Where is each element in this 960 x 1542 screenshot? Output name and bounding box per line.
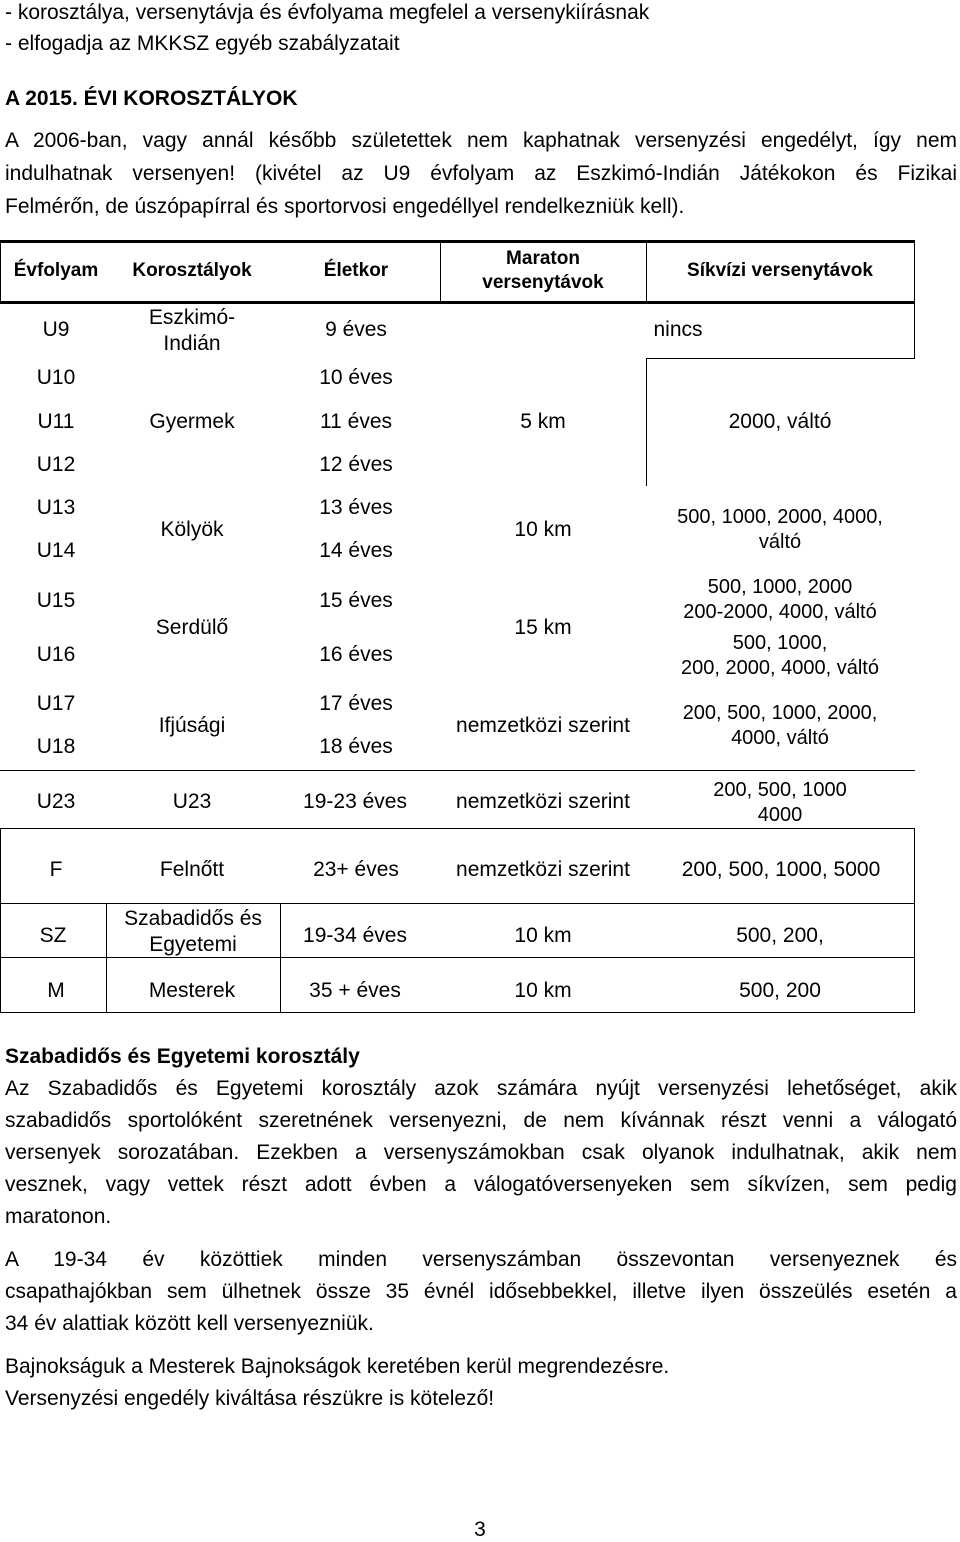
header-sikvizi: Síkvízi versenytávok [687,260,873,282]
korosztaly-cell: U23 [172,789,212,813]
header-maraton: Maraton versenytávok [482,248,604,293]
section-heading: Szabadidős és Egyetemi korosztály [5,1045,360,1068]
evfolyam-cell: U10 [36,365,76,389]
section-heading: A 2015. ÉVI KOROSZTÁLYOK [5,87,298,110]
maraton-cell: nemzetközi szerint [456,713,630,737]
evfolyam-cell: U17 [36,691,76,715]
paragraph-line: Felmérőn, de úszópapírral és sportorvosi engedéllyel rendelkezniük kell). [5,195,685,218]
bullet-item: - elfogadja az MKKSZ egyéb szabályzatait [5,32,400,55]
maraton-cell: nemzetközi szerint [456,789,630,813]
eletkor-cell: 18 éves [319,734,393,758]
sikvizi-cell: 500, 200 [739,978,821,1002]
eletkor-cell: 35 + éves [309,978,401,1002]
korosztaly-cell: Mesterek [148,978,236,1002]
sikvizi-cell: 500, 200, [736,923,824,947]
evfolyam-cell: U16 [36,642,76,666]
eletkor-cell: 15 éves [319,588,393,612]
evfolyam-cell: SZ [39,923,67,947]
eletkor-cell: 14 éves [319,538,393,562]
sikvizi-cell: 500, 1000, 200, 2000, 4000, váltó [681,632,879,679]
sikvizi-cell: 200, 500, 1000 4000 [713,779,847,826]
eletkor-cell: 23+ éves [313,857,399,881]
maraton-cell: 10 km [514,517,572,541]
paragraph-line: Az Szabadidős és Egyetemi korosztály azok számára nyújt versenyzési lehetőséget, akik [5,1077,957,1100]
sikvizi-cell: 200, 500, 1000, 5000 [681,857,881,881]
evfolyam-cell: U11 [37,409,75,433]
bullet-item: - korosztálya, versenytávja és évfolyama megfelel a versenykiírásnak [5,1,650,24]
paragraph-line: vesznek, vagy vettek részt adott évben a válogatóversenyeken sem síkvízen, sem pedig [5,1173,957,1196]
paragraph-line: maratonon. [5,1205,112,1228]
maraton-cell: 10 km [514,978,572,1002]
korosztaly-cell: Ifjúsági [158,713,226,737]
evfolyam-cell: U18 [36,734,76,758]
sikvizi-cell: 200, 500, 1000, 2000, 4000, váltó [682,702,878,749]
header-korosztalyok: Korosztályok [132,260,252,282]
eletkor-cell: 10 éves [319,365,393,389]
paragraph-line: Bajnokságuk a Mesterek Bajnokságok keretében kerül megrendezésre. [5,1355,670,1378]
age-groups-table [0,240,960,1020]
evfolyam-cell: U15 [36,588,76,612]
korosztaly-cell: Szabadidős és Egyetemi [124,906,262,956]
evfolyam-cell: U9 [42,317,70,341]
evfolyam-cell: M [47,978,65,1002]
korosztaly-cell: Gyermek [149,409,235,433]
paragraph-line: versenyek sorozatában. Ezekben a versenyszámokban csak olyanok indulhatnak, akik nem [5,1141,957,1164]
sikvizi-cell: 500, 1000, 2000, 4000, váltó [677,506,883,553]
eletkor-cell: 11 éves [320,409,392,433]
sikvizi-cell: 2000, váltó [728,409,832,433]
korosztaly-cell: Eszkimó- Indián [148,305,236,355]
evfolyam-cell: U12 [36,452,76,476]
eletkor-cell: 17 éves [319,691,393,715]
eletkor-cell: 19-23 éves [303,789,407,813]
header-evfolyam: Évfolyam [13,260,99,282]
korosztaly-cell: Kölyök [160,517,224,541]
evfolyam-cell: U13 [36,495,76,519]
eletkor-cell: 12 éves [319,452,393,476]
evfolyam-cell: U23 [36,789,76,813]
maraton-cell: 10 km [514,923,572,947]
paragraph-line: 34 év alattiak között kell versenyezniük. [5,1312,374,1335]
sikvizi-cell: 500, 1000, 2000 200-2000, 4000, váltó [683,576,877,623]
maraton-cell: 5 km [520,409,566,433]
evfolyam-cell: U14 [36,538,76,562]
paragraph-line: A 19-34 év közöttiek minden versenyszámban összevontan versenyeznek és [5,1248,957,1271]
eletkor-cell: 19-34 éves [303,923,407,947]
paragraph-line: Versenyzési engedély kiváltása részükre is kötelező! [5,1387,495,1410]
paragraph-line: szabadidős sportolóként szeretnének versenyezni, de nem kívánnak részt venni a válogató [5,1109,957,1132]
eletkor-cell: 16 éves [319,642,393,666]
page-number: 3 [474,1518,486,1541]
korosztaly-cell: Serdülő [155,615,229,639]
eletkor-cell: 9 éves [325,317,387,341]
maraton-cell: nemzetközi szerint [456,857,630,881]
korosztaly-cell: Felnőtt [159,857,225,881]
maraton-cell: nincs [653,317,703,341]
paragraph-line: indulhatnak versenyen! (kivétel az U9 évfolyam az Eszkimó-Indián Játékokon és Fizikai [5,162,957,185]
header-eletkor: Életkor [323,260,389,282]
maraton-cell: 15 km [514,615,572,639]
eletkor-cell: 13 éves [319,495,393,519]
paragraph-line: A 2006-ban, vagy annál később születettek nem kaphatnak versenyzési engedélyt, így nem [5,129,957,152]
paragraph-line: csapathajókban sem ülhetnek össze 35 évnél idősebbekkel, illetve ilyen összeülés esetén a [5,1280,957,1303]
evfolyam-cell: F [49,857,63,881]
